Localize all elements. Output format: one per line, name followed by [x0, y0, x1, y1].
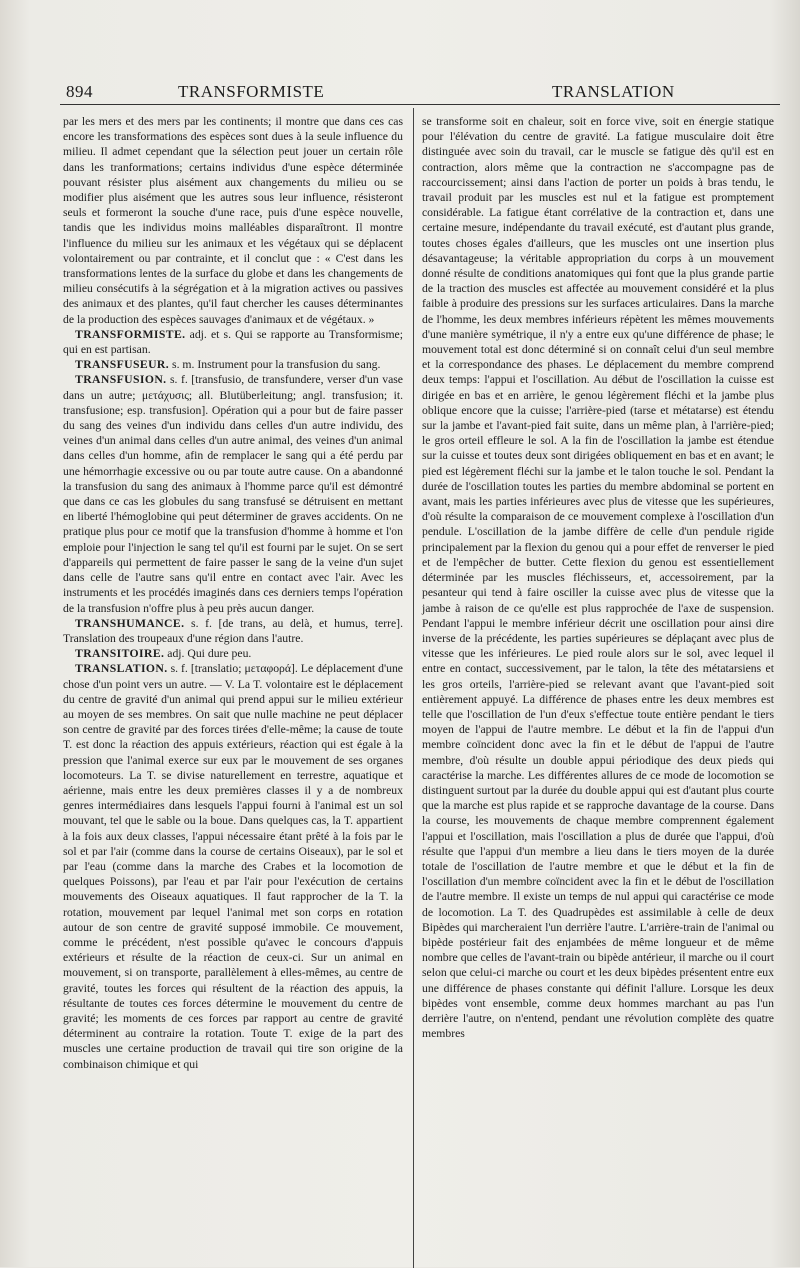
entry-transformiste — [63, 327, 403, 357]
entry-text: s. f. [de trans, au delà, et humus, terre]. Translation des troupeaux d'une région dans l'autre. — [63, 616, 403, 645]
entry-text: s. m. Instrument pour la transfusion du sang. — [169, 358, 381, 372]
column-divider — [413, 108, 414, 1268]
left-column — [63, 114, 403, 1072]
continued-paragraph: par les mers et des mers par les continents; il montre que dans ces cas encore les transformations des espèces sont dues à la seule influence du milieu. Il admet cependant que la sélection peut jouer un certain rôle dans les tranformations; certains individus d'une espèce déterminée pouvant résister plus aisément aux changements du milieu ou se modifier plus aisément que les autres sous leur influence, résisteront seuls et formeront la souche d'une race, puis d'une espèce nouvelle, tandis que les individus moins malléables disparaîtront. Il montre l'influence du milieu sur les animaux et les végétaux qui se déplacent volontairement ou par contrainte, et il conclut que : « C'est dans les transformations lentes de la surface du globe et dans les changements de milieu consécutifs à la ségrégation et à la migration actives ou passives des animaux et des plantes, qu'il faut chercher les causes déterminantes de la production des espèces sauvages d'animaux et de végétaux. » — [63, 115, 403, 326]
entry-headword: TRANSHUMANCE. — [75, 616, 185, 630]
running-header — [60, 82, 780, 106]
entry-text: adj. Qui dure peu. — [164, 647, 252, 661]
header-rule — [60, 104, 780, 105]
entry-transfuseur — [63, 357, 403, 372]
continued-paragraph: se transforme soit en chaleur, soit en force vive, soit en énergie statique pour l'élévation du centre de gravité. La fatigue musculaire doit être distinguée avec soin du travail, car le muscle se fatigue dès qu'il est en contraction, alors même que la contraction ne s'accompagne pas de raccourcissement; ainsi dans l'action de porter un poids à bras tendu, le travail produit par les muscles est nul et la fatigue est promptement considérable. La fatigue étant corrélative de la contraction et, dans une certaine mesure, indépendante du travail exécuté, est d'autant plus grande, toutes choses égales d'ailleurs, que les muscles ont une insertion plus désavantageuse; la véritable appropriation du corps à un mouvement donné résulte de conditions anatomiques qui font que la plus grande partie de la traction des muscles est affectée au mouvement considéré et la plus faible à produire des pressions sur les surfaces articulaires. Dans la marche de l'homme, les deux membres inférieurs répètent les mêmes mouvements d'une manière symétrique, il n'y a entre eux qu'une différence de phase; le mouvement total est donc déterminé si on connaît celui d'un seul membre et la correspondance des phases. Le déplacement du membre comprend deux temps: l'appui et l'oscillation. Au début de l'oscillation la cuisse est dirigée en bas et en arrière, le genou légèrement fléchi et la jambe plus oblique encore que la cuisse; l'arrière-pied (tarse et métatarse) est étendu sur la jambe et l'avant-pied fait suite, dans un même plan, à l'arrière-pied; le gros orteil effleure le sol. A la fin de l'oscillation la jambe est étendue sur la cuisse et toutes deux sont dirigées obliquement en bas et en avant; le pied est légèrement fléchi sur la jambe et le talon touche le sol. Pendant la durée de l'oscillation toutes les parties du membre abdominal se portent en avant, mais les parties inférieures avec plus de vitesse que les supérieures, d'où résulte la comparaison de ce mouvement complexe à l'oscillation d'un pendule. L'oscillation de la jambe diffère de celle d'un pendule rigide principalement par la flexion du genou qui a pour effet de renverser le pied et de l'empêcher de butter. Cette flexion du genou est essentiellement déterminée par les muscles fléchisseurs, et, accessoirement, par la pesanteur qui tend à faire osciller la cuisse avec plus de vitesse que la jambe à raison de ce qu'elle est plus rapprochée de l'axe de suspension. Pendant l'appui le membre inférieur décrit une oscillation pour ainsi dire inverse de la précédente, les parties supérieures se déplaçant avec plus de vitesse que les inférieures. Le pied roule alors sur le sol, avec lequel il entre en contact, successivement, par le talon, la tête des métatarsiens et les gros orteils, l'arrière-pied se relevant avant que l'avant-pied soit entièrement appuyé. La différence de phases entre les deux membres est telle que l'oscillation de l'un d'eux s'effectue toute entière pendant le tiers moyen de l'appui de l'autre membre. Le début et la fin de l'appui d'un membre coïncident donc avec la fin et le début de l'appui de l'autre membre, d'où résulte un double appui périodique des deux pieds qui caractérise la marche. Les différentes allures de ce mode de locomotion se distinguent surtout par la durée du double appui qui est d'autant plus courte que la marche est plus rapide et se rapproche davantage de la course. Dans la course, les mouvements de chaque membre comprennent également l'appui et l'oscillation, mais l'oscillation a plus de durée que l'appui, d'où résulte que l'appui d'un membre a lieu dans le tiers moyen de la durée totale de l'oscillation de l'autre membre et que le début et la fin de l'oscillation d'un membre coïncident avec la fin et le début de l'oscillation de l'autre membre. Il existe un temps de nul appui qui caractérise ce mode de locomotion. La T. des Quadrupèdes est assimilable à celle de deux Bipèdes qui marcheraient l'un derrière l'autre. L'arrière-train de l'animal ou bipède postérieur fait des enjambées de même longueur et de même nombre que celles de l'avant-train ou bipède antérieur, il marche ou il court selon que celui-ci marche ou court et les deux bipèdes présentent entre eux une différence de phases constante qui définit l'allure. Lorsque les deux bipèdes vont ensemble, comme deux hommes marchant au pas l'un derrière l'autre, on n'entend, pendant une révolution complète des quatre membres — [422, 115, 774, 1041]
entry-transfusion — [63, 372, 403, 615]
entry-text: adj. et s. Qui se rapporte au Transformisme; qui en est partisan. — [63, 327, 403, 357]
entry-transhumance — [63, 616, 403, 646]
left-running-title: TRANSFORMISTE — [178, 82, 325, 101]
entry-headword: TRANSFUSION. — [75, 373, 167, 387]
page-number: 894 — [66, 82, 93, 101]
right-running-title: TRANSLATION — [552, 82, 675, 101]
entry-text: s. f. [translatio; μεταφορά]. Le déplacement d'une chose d'un point vers un autre. — V. La T. volontaire est le déplacement du centre de gravité d'un animal qui prend appui sur le milieu extérieur au moyen de ses membres. On sait que nulle machine ne peut déplacer son centre de gravité par des forces tirées d'elle-même; la cause de toute T. est donc la réaction des appuis extérieurs, réaction qui est égale à la pression que l'animal exerce sur eux par le mouvement de ses organes locomoteurs. La T. se divise naturellement en terrestre, aquatique et aérienne, mais entre les deux premières classes il y a de nombreux genres intermédiaires dans lesquels l'appui fourni à l'animal est un sol mouvant, tel que le sable ou la boue. Dans quelques cas, la T. appartient à la fois aux deux classes, l'appui nécessaire étant prêté à la fois par le sol et par l'air (comme dans la course de certains Oiseaux), par le sol et par l'eau (comme dans la marche des Crabes et la locomotion de quelques Poissons), par l'eau et par l'air pour l'exécution de certains mouvements des Oiseaux aquatiques. Il faut rapprocher de la T. la rotation, mouvement par lequel l'animal met son corps en rotation autour de son centre de gravité supposé immobile. Ce mouvement, comme le précédent, n'est possible qu'avec le concours d'appuis extérieurs et résulte de la réaction de ceux-ci. Sur un animal en mouvement, si on transporte, parallèlement à elles-mêmes, au centre de gravité, toutes les forces qui résultent de la réaction des appuis, la résultante de toutes ces forces détermine le mouvement du centre de gravité; les moments de ces forces par rapport au centre de gravité déterminent au contraire la rotation. Toute T. exige de la part des muscles une certaine production de travail qui tire son origine de la combinaison chimique et qui — [63, 662, 403, 1071]
entry-text: s. f. [transfusio, de transfundere, verser d'un vase dans un autre; μετάχυσις; all. Blutüberleitung; angl. transfusion; it. transfusione; esp. transfusion]. Opération qui a pour but de faire passer du sang des veines d'un individu dans celles d'un autre individu, des veines d'un animal dans celles d'un autre animal, des veines d'un animal dans celles d'un homme, afin de remplacer le sang qui a été perdu par une hémorrhagie excessive ou ou par toute autre cause. On a abandonné la transfusion du sang des animaux à l'homme parce qu'il est démontré que dans ce cas les globules du sang transfusé se détruisent en mettant en liberté l'hémoglobine qui peut déterminer de graves accidents. On ne pratique plus pour ce motif que la transfusion d'homme à homme et l'on emploie pour l'injection le sang tel qu'il est fourni par le sujet. On se sert d'appareils qui permettent de faire passer le sang de la veine d'un sujet dans celle de l'autre sans qu'il entre en contact avec l'air. Avec les instruments et les procédés imaginés dans ces derniers temps l'opération de la transfusion n'offre plus à peu près aucun danger. — [63, 373, 403, 615]
entry-headword: TRANSLATION. — [75, 662, 168, 676]
entry-transitoire — [63, 646, 403, 661]
entry-headword: TRANSITOIRE. — [75, 647, 165, 661]
entry-headword: TRANSFUSEUR. — [75, 358, 170, 372]
entry-headword: TRANSFORMISTE. — [75, 327, 186, 341]
right-column — [422, 114, 774, 1041]
entry-translation — [63, 661, 403, 1071]
